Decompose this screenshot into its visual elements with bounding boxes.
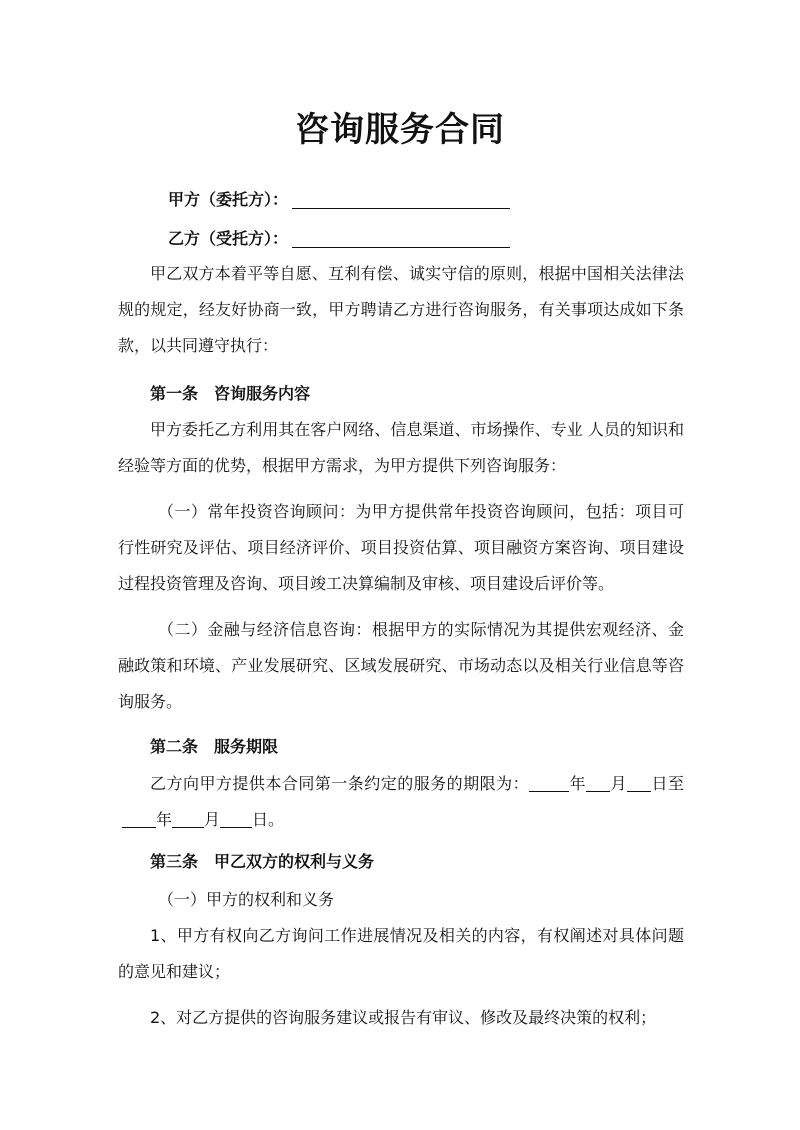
intro-paragraph: 甲乙双方本着平等自愿、互利有偿、诚实守信的原则，根据中国相关法律法规的规定，经友好协商一致，甲方聘请乙方进行咨询服务，有关事项达成如下条款，以共同遵守执行： [118, 264, 684, 355]
start-year-blank [529, 773, 569, 792]
party-b-label: 乙方（受托方）： [168, 229, 289, 248]
contract-title: 咨询服务合同 [295, 110, 505, 150]
article-3-item-2: 2、对乙方提供的咨询服务建议或报告有审议、修改及最终决策的权利； [150, 1008, 657, 1027]
article-3-heading: 第三条 甲乙双方的权利与义务 [150, 852, 375, 871]
article-2-heading: 第二条 服务期限 [150, 737, 279, 756]
article-1-body: 甲方委托乙方利用其在客户网络、信息渠道、市场操作、专业 人员的知识和经验等方面的优势，根据甲方需求，为甲方提供下列咨询服务： [118, 420, 684, 475]
article-1-heading: 第一条 咨询服务内容 [150, 384, 311, 403]
article-1-item-2: （二）金融与经济信息咨询：根据甲方的实际情况为其提供宏观经济、金融政策和环境、产业发展研究、区域发展研究、市场动态以及相关行业信息等咨询服务。 [118, 620, 684, 711]
article-3-item-1: 1、甲方有权向乙方询问工作进展情况及相关的内容，有权阐述对具体问题的意见和建议； [118, 926, 684, 981]
end-year-unit: 年 [156, 810, 173, 829]
start-month-blank [586, 773, 610, 792]
article-1-item-1: （一）常年投资咨询顾问：为甲方提供常年投资咨询顾问，包括：项目可行性研究及评估、项目经济评价、项目投资估算、项目融资方案咨询、项目建设过程投资管理及咨询、项目竣工决算编制及审核、项目建设后评价等。 [118, 502, 684, 593]
end-day-blank [220, 809, 252, 828]
end-month-blank [172, 809, 204, 828]
start-day-unit: 日至 [651, 774, 684, 793]
article-2-text: 乙方向甲方提供本合同第一条约定的服务的期限为： [150, 774, 530, 793]
end-day-unit: 日。 [252, 810, 285, 829]
start-year-unit: 年 [569, 774, 587, 793]
party-a-blank [292, 188, 510, 209]
party-a-line [168, 188, 510, 212]
article-2-body [118, 766, 684, 838]
start-day-blank [627, 773, 651, 792]
party-b-blank [292, 227, 510, 248]
end-year-blank [122, 809, 156, 828]
party-b-line [168, 227, 510, 251]
article-3-sub-1: （一）甲方的权利和义务 [158, 890, 335, 909]
start-month-unit: 月 [610, 774, 627, 793]
end-month-unit: 月 [204, 810, 221, 829]
party-a-label: 甲方（委托方）： [168, 190, 289, 209]
